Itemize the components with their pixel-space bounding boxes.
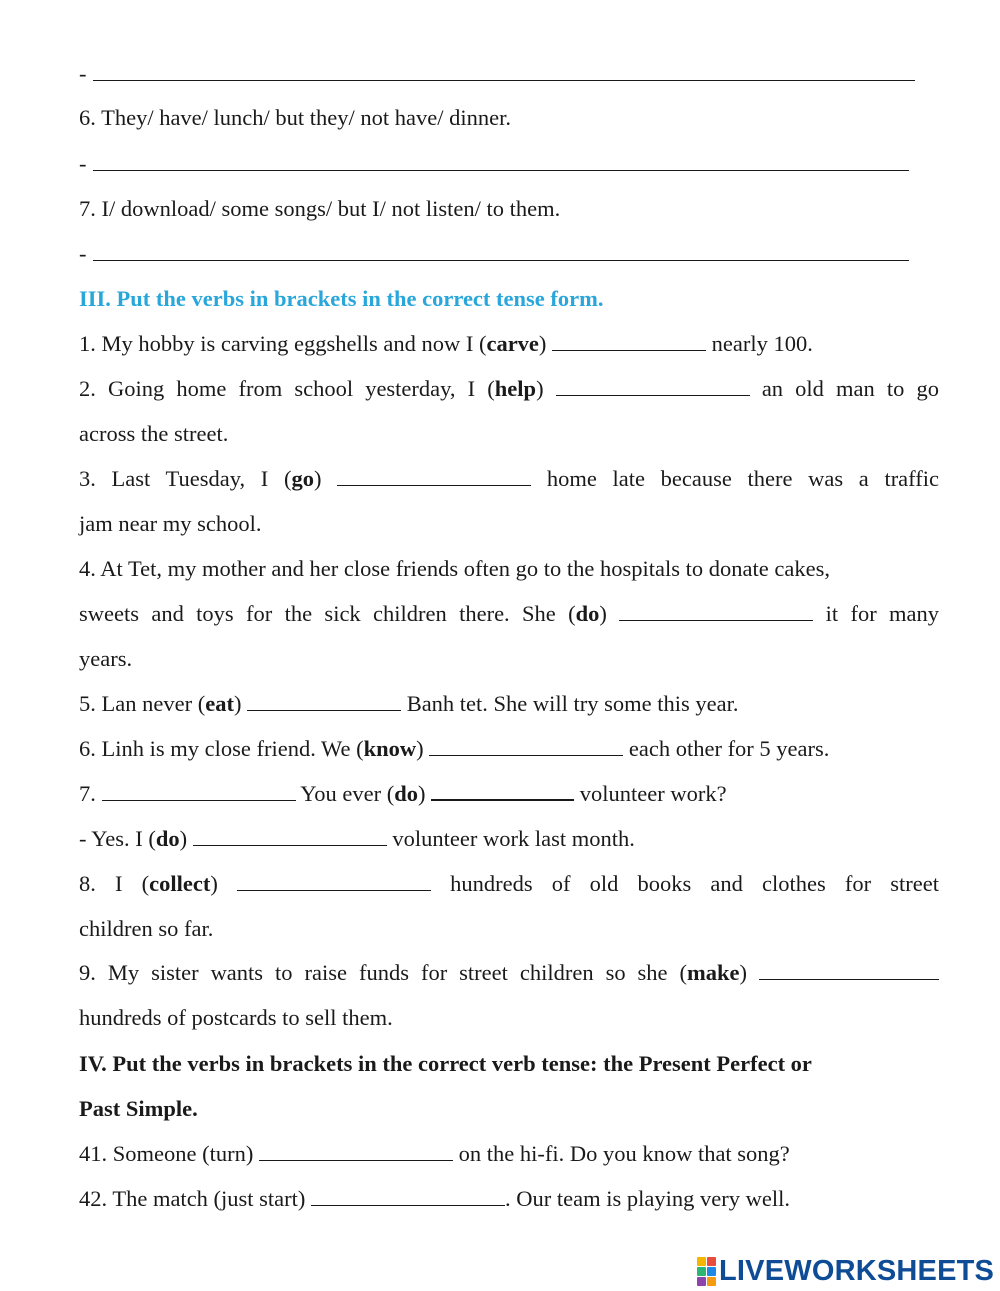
answer-blank[interactable] [102, 780, 296, 801]
answer-blank[interactable] [337, 465, 531, 486]
question-8-cont: children so far. [79, 916, 214, 941]
section-iv-heading: IV. Put the verbs in brackets in the correct verb tense: the Present Perfect or [79, 1051, 812, 1076]
answer-blank[interactable] [93, 60, 915, 81]
answer-blank[interactable] [93, 240, 909, 261]
question-6: 6. Linh is my close friend. We (know) each other for 5 years. [79, 736, 830, 761]
answer-blank[interactable] [259, 1140, 453, 1161]
answer-blank[interactable] [552, 330, 706, 351]
answer-blank[interactable] [93, 150, 909, 171]
answer-blank[interactable] [619, 600, 813, 621]
answer-line-7: - [79, 239, 939, 269]
answer-blank[interactable] [247, 690, 401, 711]
question-7-reply: - Yes. I (do) volunteer work last month. [79, 826, 635, 851]
answer-blank[interactable] [759, 959, 939, 980]
answer-blank[interactable] [431, 779, 574, 801]
liveworksheets-logo [697, 1255, 994, 1287]
answer-blank[interactable] [429, 735, 623, 756]
sentence-item-6: 6. They/ have/ lunch/ but they/ not have/ dinner. [79, 105, 511, 130]
question-4-cont: years. [79, 646, 133, 671]
answer-blank[interactable] [311, 1185, 505, 1206]
logo-text: LIVEWORKSHEETS [719, 1254, 995, 1287]
answer-blank[interactable] [237, 870, 431, 891]
answer-line-5: - [79, 59, 939, 89]
section-iii-heading: III. Put the verbs in brackets in the correct tense form. [79, 286, 604, 311]
question-5: 5. Lan never (eat) Banh tet. She will try some this year. [79, 691, 739, 716]
question-8: 8. I (collect) hundreds of old books and clothes for street [79, 871, 939, 896]
section-iv-heading-cont: Past Simple. [79, 1096, 198, 1121]
sentence-item-7: 7. I/ download/ some songs/ but I/ not listen/ to them. [79, 196, 561, 221]
liveworksheets-blocks-icon [697, 1257, 716, 1286]
question-1: 1. My hobby is carving eggshells and now I (carve) nearly 100. [79, 331, 813, 356]
question-3-cont: jam near my school. [79, 511, 262, 536]
question-4-blank-line: sweets and toys for the sick children there. She (do) it for many [79, 601, 940, 626]
question-4: 4. At Tet, my mother and her close friends often go to the hospitals to donate cakes, [79, 556, 830, 581]
question-41: 41. Someone (turn) on the hi-fi. Do you know that song? [79, 1141, 790, 1166]
answer-blank[interactable] [193, 825, 387, 846]
answer-line-6: - [79, 149, 939, 179]
question-2-cont: across the street. [79, 421, 229, 446]
question-42: 42. The match (just start) . Our team is playing very well. [79, 1186, 790, 1211]
question-9-cont: hundreds of postcards to sell them. [79, 1005, 393, 1030]
question-3: 3. Last Tuesday, I (go) home late because there was a traffic [79, 466, 939, 491]
question-7: 7. You ever (do) volunteer work? [79, 781, 727, 806]
question-9: 9. My sister wants to raise funds for street children so she (make) [79, 958, 939, 988]
question-2: 2. Going home from school yesterday, I (help) an old man to go [79, 376, 940, 401]
answer-blank[interactable] [556, 375, 750, 396]
